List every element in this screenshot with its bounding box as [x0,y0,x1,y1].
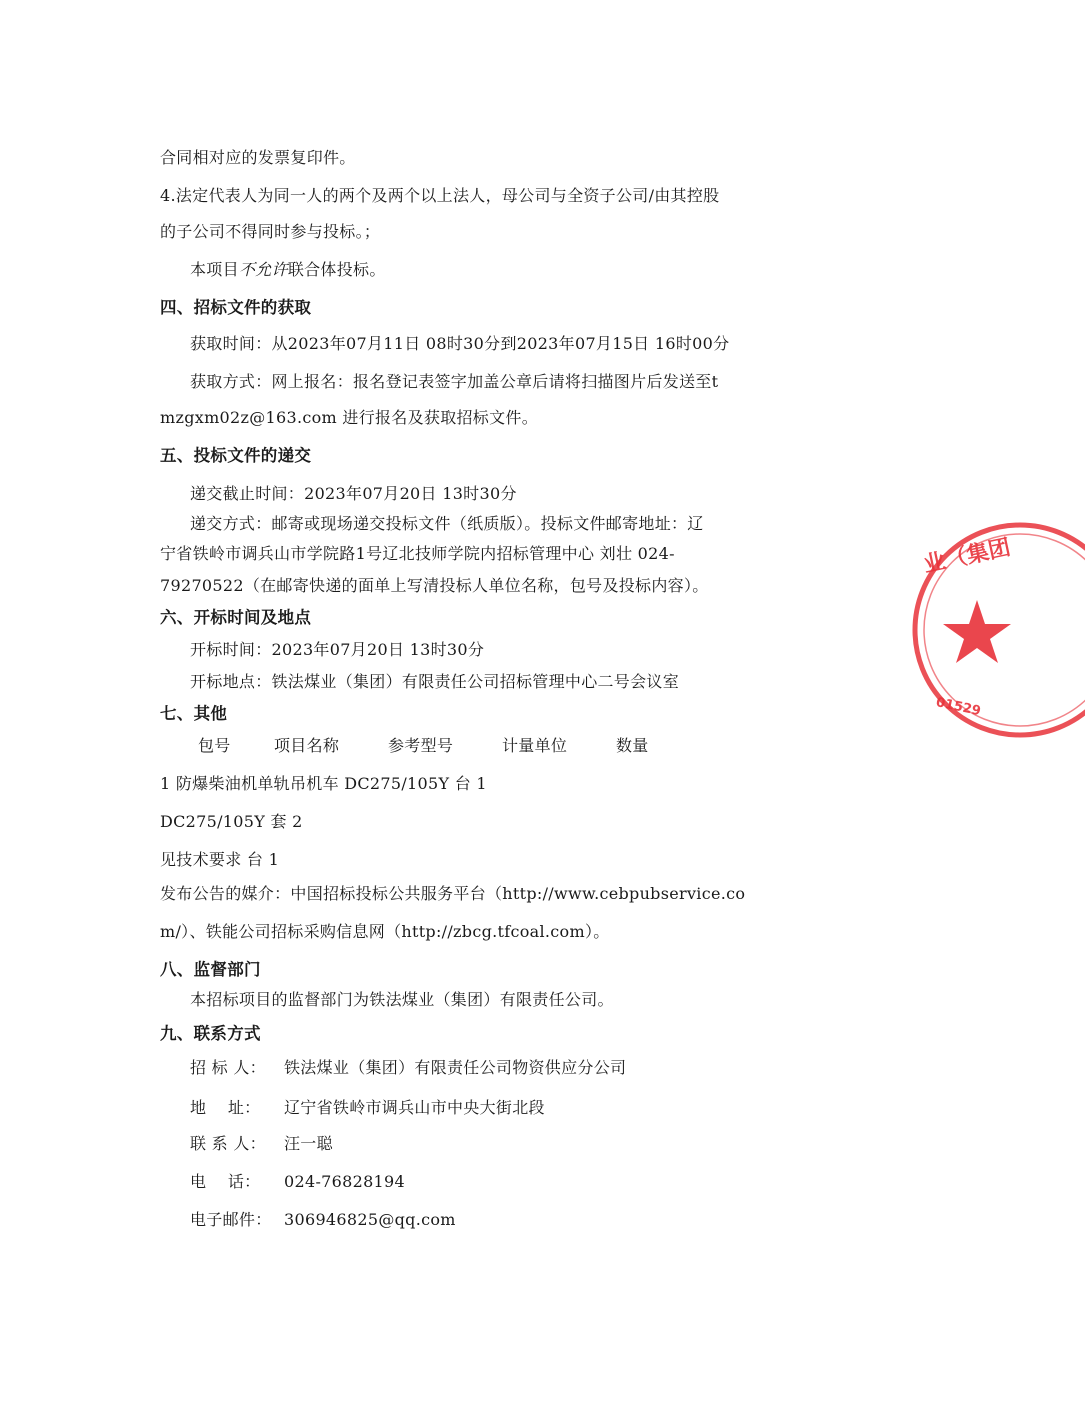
contact-row [190,1172,405,1192]
text-line: 开标时间：2023年07月20日 13时30分 [190,640,485,659]
contact-row [190,1210,456,1230]
text-line: 79270522（在邮寄快递的面单上写清投标人单位名称，包号及投标内容）。 [160,576,709,595]
section-heading: 四、招标文件的获取 [160,298,312,317]
text-line: 4.法定代表人为同一人的两个及两个以上法人，母公司与全资子公司/由其控股 [160,186,720,205]
column-header: 计量单位 [502,736,568,755]
column-header: 数量 [616,736,649,755]
field-label: 地 址： [190,1098,261,1117]
italic-span: 不允许 [238,260,288,279]
field-label: 电子邮件： [190,1210,272,1229]
text-line: 递交截止时间：2023年07月20日 13时30分 [190,484,517,503]
text-line: 发布公告的媒介：中国招标投标公共服务平台（http://www.cebpubservice.co [160,884,746,903]
svg-text:01529: 01529 [934,695,982,720]
text-line: 宁省铁岭市调兵山市学院路1号辽北技师学院内招标管理中心 刘壮 024- [160,544,675,563]
text-line: 获取方式：网上报名：报名登记表签字加盖公章后请将扫描图片后发送至t [190,372,719,391]
field-value: 汪一聪 [284,1134,333,1153]
field-label: 招 标 人： [190,1058,266,1077]
contact-row [190,1098,545,1118]
field-label: 联 系 人： [190,1134,266,1153]
text-line: m/）、铁能公司招标采购信息网（http://zbcg.tfcoal.com）。 [160,922,610,941]
section-heading: 六、开标时间及地点 [160,608,312,627]
field-value: 024-76828194 [284,1172,405,1191]
text-span: 本项目 [190,260,239,279]
consortium-line [190,260,386,280]
table-row: 1 防爆柴油机单轨吊机车 DC275/105Y 台 1 [160,774,487,793]
text-line: 的子公司不得同时参与投标。； [160,222,381,241]
field-label: 电 话： [190,1172,261,1191]
section-heading: 八、监督部门 [160,960,261,979]
company-seal-stamp [905,510,1085,750]
contact-row [190,1058,626,1078]
text-span: 联合体投标。 [287,260,386,279]
seal-graphic [905,510,1085,750]
section-heading: 九、联系方式 [160,1024,261,1043]
contact-row [190,1134,333,1154]
text-line: 合同相对应的发票复印件。 [160,148,356,167]
text-line: 获取时间：从2023年07月11日 08时30分到2023年07月15日 16时00分 [190,334,730,353]
section-heading: 五、投标文件的递交 [160,446,312,465]
svg-text:业（集团: 业（集团 [921,535,1013,579]
text-line: 本招标项目的监督部门为铁法煤业（集团）有限责任公司。 [190,990,614,1009]
table-row: DC275/105Y 套 2 [160,812,303,831]
section-heading: 七、其他 [160,704,228,723]
field-value: 辽宁省铁岭市调兵山市中央大街北段 [284,1098,545,1117]
table-row: 见技术要求 台 1 [160,850,280,869]
field-value: 306946825@qq.com [284,1210,456,1229]
text-line: mzgxm02z@163.com 进行报名及获取招标文件。 [160,408,539,427]
column-header: 包号 [198,736,231,755]
text-line: 递交方式：邮寄或现场递交投标文件（纸质版）。投标文件邮寄地址：辽 [190,514,704,533]
column-header: 参考型号 [388,736,454,755]
text-line: 开标地点：铁法煤业（集团）有限责任公司招标管理中心二号会议室 [190,672,680,691]
table-header [198,736,649,756]
column-header: 项目名称 [274,736,340,755]
field-value: 铁法煤业（集团）有限责任公司物资供应分公司 [284,1058,627,1077]
